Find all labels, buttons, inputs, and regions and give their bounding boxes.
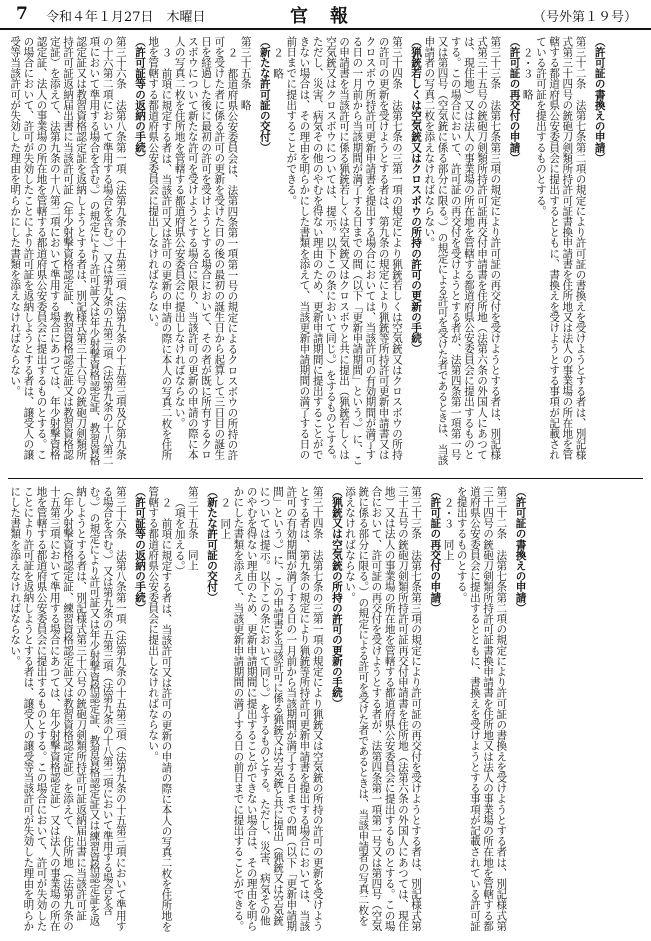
paragraph-text: ２ 同上 — [219, 496, 232, 539]
article-text: 第三十二条 法第七条第二項の規定により許可証の書換えを受けようとする者は、別記様式第三十四号の銃砲刀剣類所持許可証書換申請書を住所地又は法人の事業場の所在地を管轄する都道府県公安委員会に提出するとともに、書換えを受けようとする事項が記載されている許可証を提出するものとする。 — [455, 486, 508, 932]
article-caption: （許可証の再交付の申請） — [429, 486, 442, 614]
tier-divider — [8, 478, 643, 479]
article-text: 第三十六条 法第八条第一項（法第九条の十五第三項（法第九条の十五第三項及び第九条の十六第二項において準用する場合を含む。）又は第九条の五第三項（法第九条の十八第二項において準用する場合を含む。）の規定により許可証又は年少射撃資格認定証、教習資格認定証又は教習資格認定証を返納しようとする者は、別記様式第三十六号の銃砲刀剣類所持許可証返納届出書に当該許可証（年少射撃資格認定証、教習資格認定証又は教習資格認定証）を添えて、法第九条の十八第二項において準用する場合にあつては、年少射撃資格認定証、法人の事業場の所在地を管轄する都道府県公安委員会に提出するものとする。この場合において、許可が失効したことにより許可証を返納しようとする者は、譲受人の譲受等当該許可が失効した理由を明らかにした書類を添えなければならない。 — [9, 36, 127, 466]
article-caption: （許可証等の返納の手続） — [134, 36, 147, 164]
original-text-tier — [8, 486, 643, 934]
article-text: 第三十三条 法第七条第三項の規定により許可証の再交付を受けようとする者は、別記様式第三十五号の銃砲刀剣類所持許可証再交付申請書を住所地（法第六条の外国人にあつては、現住地）又は法人の事業場の所在地を管轄する都道府県公安委員会に提出するものとする。この場合において、許可証の再交付を受けようとする者が、法第四条第一項第一号又は第四号（空気銃に係る部分に限る。）の規定による許可を受けた者であるときは、当該申請者の写真二枚を添えなければならない。 — [344, 486, 423, 932]
article-text: 第三十四条 法第七条の三第一項の規定により猟銃又は空気銃の所持の許可の更新を受けようとする者は、第九条の規定により猟銃等所持許可更新申請書を提出する場合においては、当該許可の有効期間が満了する日の一月前から当該期間が満了する日までの間（以下「更新申請期間」という。）に、この申請書を当該許可に係る猟銃又は空気銃と共に提出（猟銃又は空気銃については提示。以下この条において同じ。）をするものとする。ただし、災害、病気その他のやむを得ない理由のため、更新申請期間に提出することができない場合は、その理由を明らかにした書類を添えて、当該更新申請期間の満了する日の前日までに提出することができる。 — [232, 486, 324, 932]
page-header — [0, 0, 651, 30]
article-caption: （新たな許可証の交付） — [258, 36, 271, 153]
paragraph-text: ２ 都道府県公安委員会は、法第四条第一項第一号の規定によるクロスボウの所持の許可を受けた者に係る許可の更新を受けた日の後の最初の誕生日から起算して三日目の誕生日を経過した後に最初の許可を受けようとする場合において、その者が既に所有するクロスボウについて新たな許可を受けようとする場合に限り、当該許可の更新の申請の際に本人の写真二枚を住所地を管轄する都道府県公安委員会に提出しなければならない。 — [173, 36, 239, 460]
publication-date: 令和４年１月27日 木曜日 — [46, 10, 206, 25]
issue-number: （号外第１９号） — [532, 10, 637, 25]
page-number: 7 — [16, 4, 28, 24]
article-text: 第三十五条 略 — [239, 36, 252, 111]
article-caption: （許可証等の返納の手続） — [134, 486, 147, 614]
gazette-title: 官報 — [290, 6, 370, 27]
article-caption: （許可証の書換えの申請） — [593, 36, 606, 164]
article-text: 第三十二条 法第七条第二項の規定により許可証の書換えを受けようとする者は、別記様式第三十四号の銃砲刀剣類所持許可証書換申請書を住所地又は法人の事業場の所在地を管轄する都道府県公安委員会に提出するとともに、書換えを受けようとする事項が記載されている許可証を提出するものとする。 — [534, 36, 587, 460]
paragraph-text: ２ 略 — [272, 46, 285, 79]
amended-text-tier — [8, 36, 643, 470]
paragraph-text: ２ 前項に規定する者は、当該許可又は許可の更新の申請の際に本人の写真二枚を住所地を管轄する都道府県公安委員会に提出しなければならない。 — [147, 486, 173, 932]
article-text: 第三十五条 同上 — [186, 486, 199, 571]
paragraph-text: （項を加える。） — [173, 496, 186, 577]
article-caption: （猟銃若しくは空気銃又はクロスボウの所持の許可の更新の手続） — [410, 36, 423, 354]
paragraph-text: ３ 前項に規定する者は、当該許可又は許可の更新の申請の際に本人の写真二枚を住所地を管轄する都道府県公安委員会に提出しなければならない。 — [147, 36, 173, 460]
article-caption: （許可証の再交付の申請） — [508, 36, 521, 164]
article-caption: （許可証の書換えの申請） — [514, 486, 527, 614]
article-caption: （猟銃又は空気銃の所持の許可の更新の手続） — [330, 486, 343, 709]
amended-text-column — [8, 36, 606, 470]
article-text: 第三十三条 法第七条第三項の規定により許可証の再交付を受けようとする者は、別記様式第三十五号の銃砲刀剣類所持許可証再交付申請書を住所地（法第六条の外国人にあつては、現住地）又は法人の事業場の所在地を管轄する都道府県公安委員会に提出するものとする。この場合において、許可証の再交付を受けようとする者が、法第四条第一項第一号又は第四号（空気銃に係る部分に限る。）の規定による許可を受けた者であるときは、当該申請者の写真二枚を添えなければならない。 — [423, 36, 502, 466]
original-text-column — [8, 486, 527, 934]
article-text: 第三十四条 法第七条の三第一項の規定により猟銃若しくは空気銃又はクロスボウの所持の許可の更新を受けようとする者は、第九条の規定により猟銃等所持許可更新申請書又はクロスボウ所持許可更新申請書を提出する場合においては、当該許可の有効期間が満了する日の一月前から当該期間が満了する日までの間（以下「更新申請期間」という。）に、この申請書を当該許可に係る猟銃若しくは空気銃又はクロスボウと共に提出（猟銃若しくは空気銃又はクロスボウについては、提示。以下この条において同じ。）をするものとする。ただし、災害、病気その他のやむを得ない理由のため、更新申請期間に提出することができない場合は、その理由を明らかにした書類を添えて、当該更新申請期間の満了する日の前日までに提出することができる。 — [285, 36, 403, 466]
paragraph-text: ２・３ 略 — [521, 46, 534, 100]
paragraph-text: ２・３ 同上 — [442, 496, 455, 561]
article-caption: （新たな許可証の交付） — [206, 486, 219, 603]
article-text: 第三十六条 法第八条第一項（法第九条の十五第三項（法第九条の十五第三項において準用する場合を含む。）又は第九条の五第三項（法第九条の十八第二項において準用する場合を含む。）の規定により許可証又は年少射撃資格認定証、教習資格認定証又は練習資格認定証を返納しようとする者は、別記様式第三十六号の銃砲刀剣類所持許可証返納届出書に当該許可証（年少射撃資格認定証、練習資格認定証又は教習資格認定証）を添えて、住所地（法第九条の十五第三項において準用する場合にあつては、年少射撃資格認定証）又は法人の事業場の所在地を管轄する都道府県公安委員会に提出するものとする。この場合において、許可が失効したことにより許可証を返納しようとする者は、譲受人の譲受等当該許可が失効した理由を明らかにした書類を添えなければならない。 — [9, 486, 127, 932]
